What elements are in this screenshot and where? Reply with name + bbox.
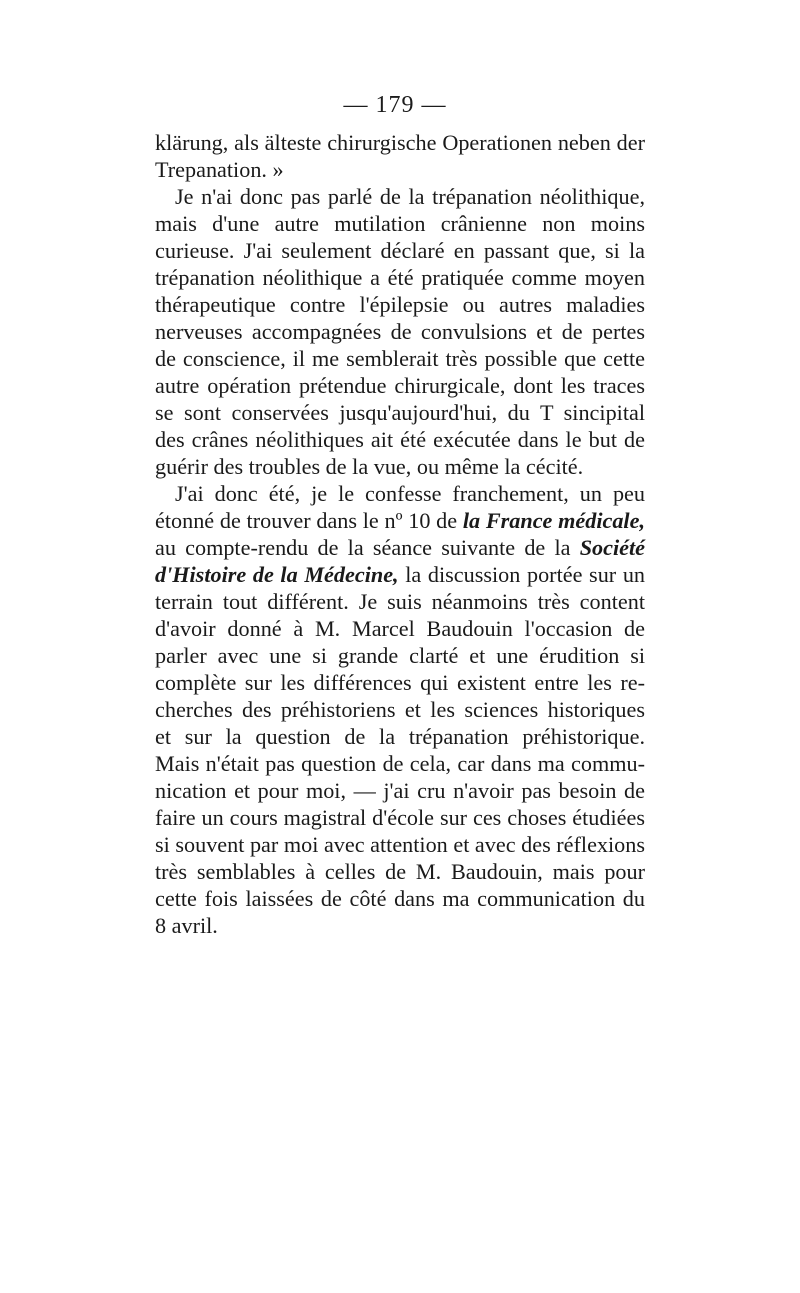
text-run: au compte-rendu de la séance suivante de la (155, 535, 580, 560)
text-line: autre opération prétendue chirurgicale, dont les traces (155, 373, 645, 398)
text-line: très semblables à celles de M. Baudouin, mais pour (155, 859, 645, 884)
text-run: la discussion portée sur un (398, 562, 646, 587)
text-line: Je n'ai donc pas parlé de la trépanation néolithique, (175, 184, 645, 209)
text-line: curieuse. J'ai seulement déclaré en passant que, si la (155, 238, 645, 263)
text-line: nerveuses accompagnées de convulsions et de pertes (155, 319, 645, 344)
text-line: d'avoir donné à M. Marcel Baudouin l'occasion de (155, 616, 645, 641)
text-line: faire un cours magistral d'école sur ces choses étudiées (155, 805, 645, 830)
text-line: trépanation néolithique a été pratiquée comme moyen (155, 265, 645, 290)
society-name: d'Histoire de la Médecine, (155, 562, 399, 587)
text-line: terrain tout différent. Je suis néanmoins très content (155, 589, 645, 614)
text-line: guérir des troubles de la vue, ou même la cécité. (155, 454, 584, 479)
text-line: se sont conservées jusqu'aujourd'hui, du T sincipital (155, 400, 645, 425)
text-run: étonné de trouver dans le nº 10 de (155, 508, 463, 533)
text-line (155, 534, 645, 561)
text-line: Trepanation. » (155, 157, 284, 182)
text-line: klärung, als älteste chirurgische Operationen neben der (155, 130, 645, 155)
text-line: thérapeutique contre l'épilepsie ou autres maladies (155, 292, 645, 317)
page-number: — 179 — (343, 92, 447, 118)
text-line: 8 avril. (155, 913, 218, 938)
society-name: Société (579, 535, 645, 560)
text-line: parler avec une si grande clarté et une érudition si (155, 643, 645, 668)
text-line: cherches des préhistoriens et les sciences historiques (155, 697, 645, 722)
text-line (155, 561, 645, 588)
text-line: de conscience, il me semblerait très possible que cette (155, 346, 645, 371)
body-text (155, 129, 645, 939)
text-line: nication et pour moi, — j'ai cru n'avoir pas besoin de (155, 778, 645, 803)
text-line: J'ai donc été, je le confesse franchement, un peu (175, 481, 645, 506)
text-line: si souvent par moi avec attention et avec des réflexions (155, 832, 645, 857)
text-line: cette fois laissées de côté dans ma communication du (155, 886, 645, 911)
text-line (155, 507, 645, 534)
text-line: mais d'une autre mutilation crânienne non moins (155, 211, 645, 236)
text-line: complète sur les différences qui existent entre les re- (155, 670, 645, 695)
text-line: Mais n'était pas question de cela, car dans ma commu- (155, 751, 645, 776)
journal-title: la France médicale, (462, 508, 645, 533)
text-line: des crânes néolithiques ait été exécutée dans le but de (155, 427, 645, 452)
text-line: et sur la question de la trépanation préhistorique. (155, 724, 645, 749)
